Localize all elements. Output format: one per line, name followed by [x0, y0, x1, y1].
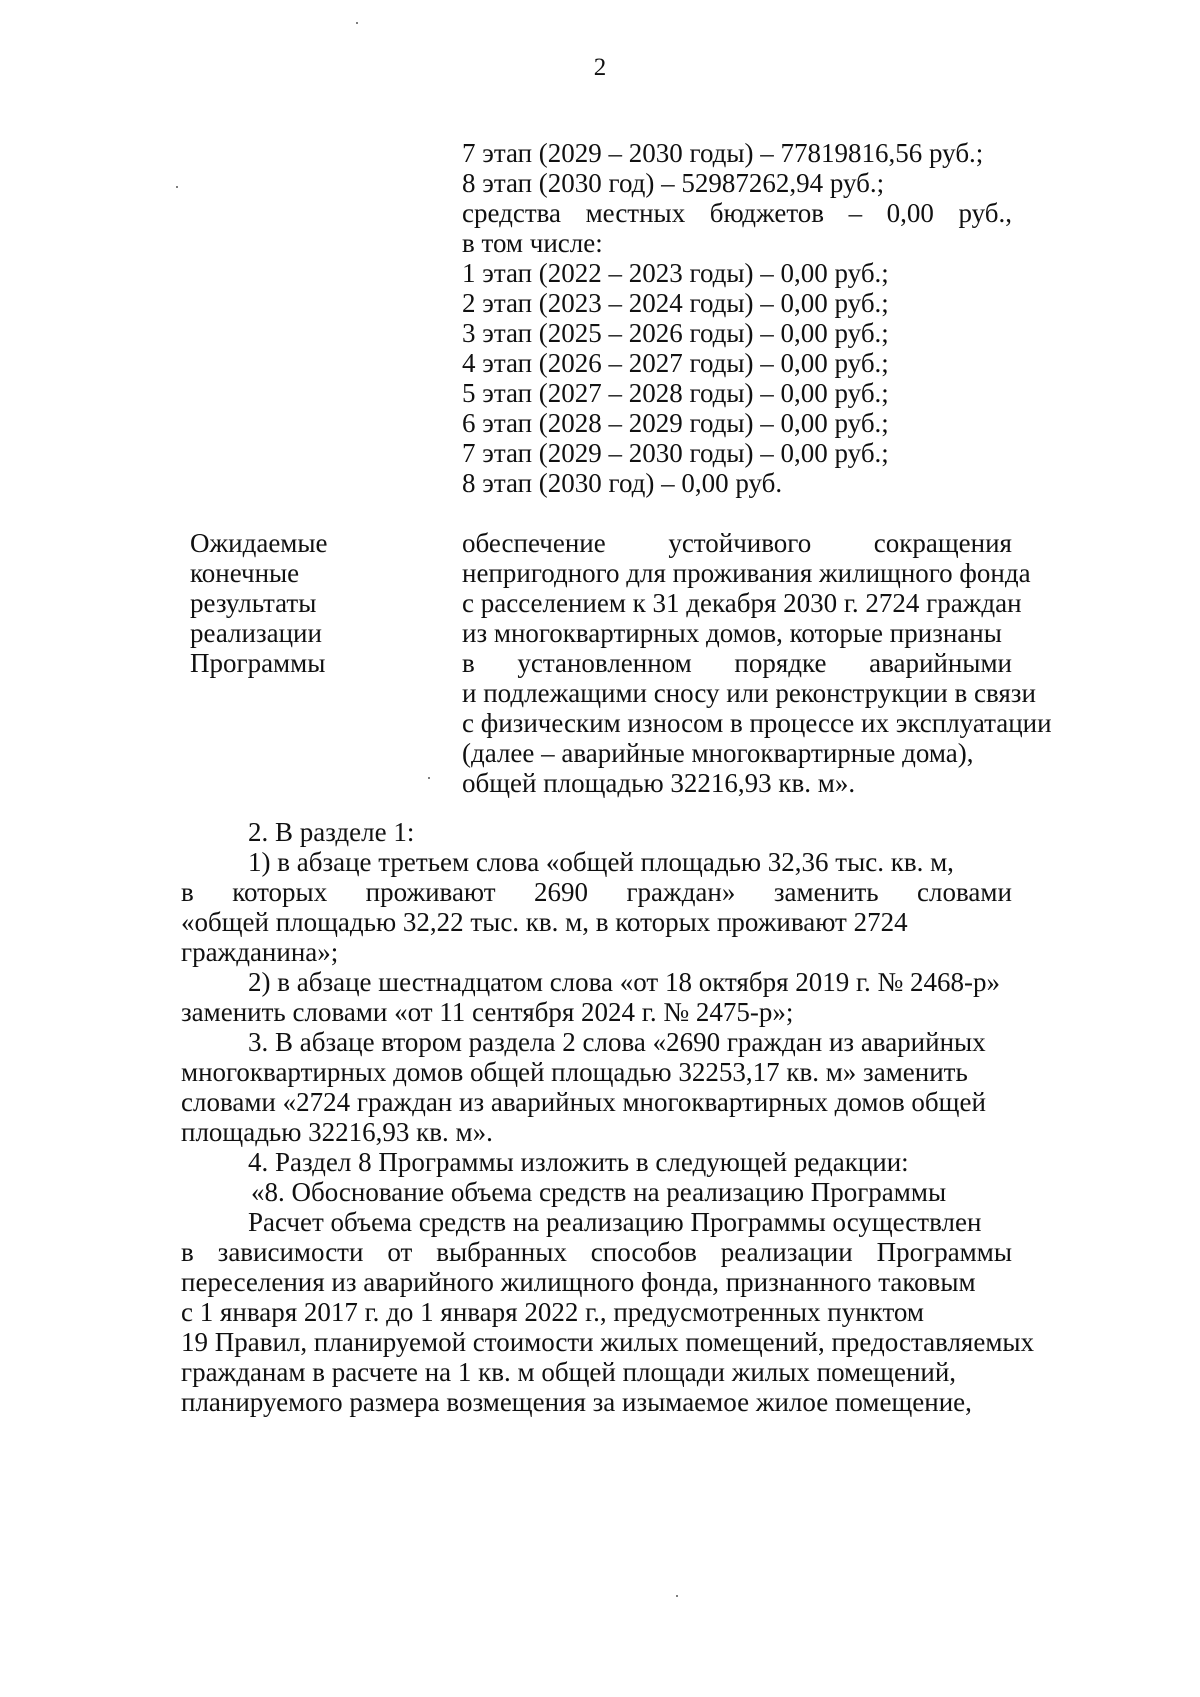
federal-stage-8: 8 этап (2030 год) – 52987262,94 руб.; [462, 168, 885, 198]
local-stage-6: 6 этап (2028 – 2029 годы) – 0,00 руб.; [462, 408, 889, 438]
results-label-line: Программы [190, 648, 326, 678]
section-heading: «8. Обоснование объема средств на реализацию Программы [251, 1177, 947, 1207]
paragraph-line: словами «2724 граждан из аварийных многоквартирных домов общей [181, 1087, 986, 1117]
paragraph-line: Расчет объема средств на реализацию Программы осуществлен [248, 1207, 982, 1237]
paragraph-line: 1) в абзаце третьем слова «общей площадью 32,36 тыс. кв. м, [248, 847, 954, 877]
paragraph-line: планируемого размера возмещения за изымаемое жилое помещение, [181, 1387, 972, 1417]
results-line: с физическим износом в процессе их эксплуатации [462, 708, 1052, 738]
results-line: (далее – аварийные многоквартирные дома), [462, 738, 974, 768]
local-stage-4: 4 этап (2026 – 2027 годы) – 0,00 руб.; [462, 348, 889, 378]
paragraph-line: 19 Правил, планируемой стоимости жилых помещений, предоставляемых [181, 1327, 1035, 1357]
paragraph-line: в зависимости от выбранных способов реализации Программы [181, 1237, 1012, 1267]
results-label-line: реализации [190, 618, 322, 648]
local-stage-1: 1 этап (2022 – 2023 годы) – 0,00 руб.; [462, 258, 889, 288]
paragraph-line: с 1 января 2017 г. до 1 января 2022 г., предусмотренных пунктом [181, 1297, 924, 1327]
scan-speck [676, 1595, 678, 1597]
paragraph-line: 4. Раздел 8 Программы изложить в следующей редакции: [248, 1147, 909, 1177]
scan-speck [176, 186, 178, 188]
paragraph-line: 3. В абзаце втором раздела 2 слова «2690 граждан из аварийных [248, 1027, 986, 1057]
results-line: и подлежащими сносу или реконструкции в связи [462, 678, 1036, 708]
paragraph-line: площадью 32216,93 кв. м». [181, 1117, 493, 1147]
local-budget-header: средства местных бюджетов – 0,00 руб., [462, 198, 1012, 228]
paragraph-line: «общей площадью 32,22 тыс. кв. м, в которых проживают 2724 [181, 907, 908, 937]
local-in-total: в том числе: [462, 228, 603, 258]
local-stage-5: 5 этап (2027 – 2028 годы) – 0,00 руб.; [462, 378, 889, 408]
results-label-line: конечные [190, 558, 300, 588]
results-line: из многоквартирных домов, которые признаны [462, 618, 1002, 648]
local-stage-3: 3 этап (2025 – 2026 годы) – 0,00 руб.; [462, 318, 889, 348]
paragraph-line: гражданина»; [181, 937, 339, 967]
results-line: обеспечение устойчивого сокращения [462, 528, 1012, 558]
page-number: 2 [593, 54, 607, 81]
scan-speck [356, 22, 358, 24]
results-label-line: результаты [190, 588, 317, 618]
results-line: в установленном порядке аварийными [462, 648, 1012, 678]
scan-speck [428, 777, 430, 779]
paragraph-line: 2) в абзаце шестнадцатом слова «от 18 октября 2019 г. № 2468-р» [248, 967, 1001, 997]
results-label-line: Ожидаемые [190, 528, 328, 558]
results-line: непригодного для проживания жилищного фонда [462, 558, 1031, 588]
paragraph-line: заменить словами «от 11 сентября 2024 г. № 2475-р»; [181, 997, 794, 1027]
federal-stage-7: 7 этап (2029 – 2030 годы) – 77819816,56 руб.; [462, 138, 984, 168]
results-line: общей площадью 32216,93 кв. м». [462, 768, 856, 798]
paragraph-line: переселения из аварийного жилищного фонда, признанного таковым [181, 1267, 976, 1297]
local-stage-2: 2 этап (2023 – 2024 годы) – 0,00 руб.; [462, 288, 889, 318]
paragraph-section-1: 2. В разделе 1: [248, 817, 415, 847]
local-stage-7: 7 этап (2029 – 2030 годы) – 0,00 руб.; [462, 438, 889, 468]
paragraph-line: многоквартирных домов общей площадью 32253,17 кв. м» заменить [181, 1057, 968, 1087]
local-stage-8: 8 этап (2030 год) – 0,00 руб. [462, 468, 783, 498]
results-line: с расселением к 31 декабря 2030 г. 2724 граждан [462, 588, 1022, 618]
paragraph-line: гражданам в расчете на 1 кв. м общей площади жилых помещений, [181, 1357, 957, 1387]
paragraph-line: в которых проживают 2690 граждан» заменить словами [181, 877, 1012, 907]
